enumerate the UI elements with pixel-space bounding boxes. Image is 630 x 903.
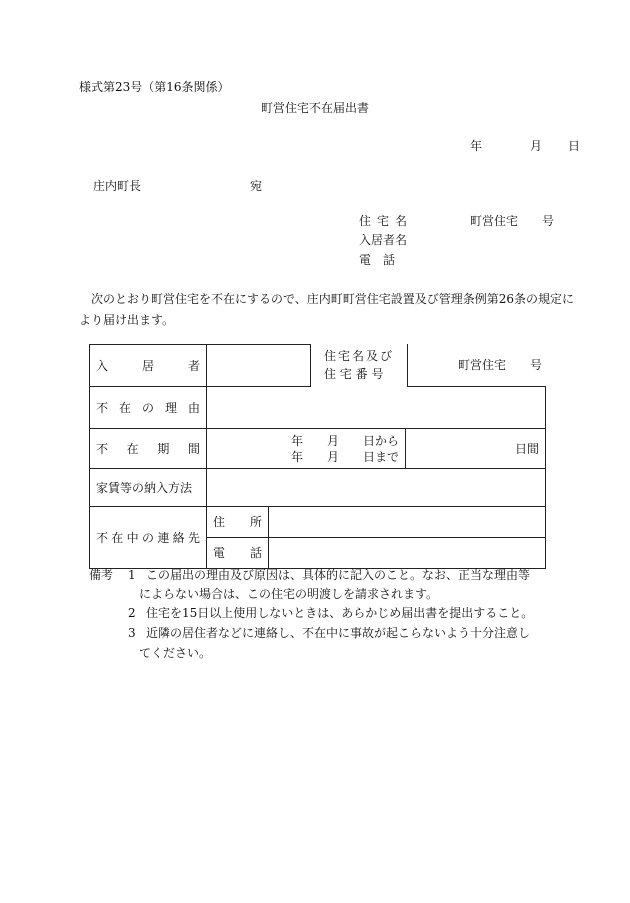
rent-label: 家賃等の納入方法	[96, 480, 193, 495]
row-rent	[90, 469, 546, 507]
note-1-line2: によらない場合は、この住宅の明渡しを請求されます。	[139, 587, 439, 601]
period-from: 年 月 日から	[291, 433, 400, 448]
date-day: 日	[568, 139, 581, 153]
notes-heading: 備考	[89, 568, 114, 582]
contact-address-input[interactable]	[269, 507, 546, 538]
period-days[interactable]: 日間	[406, 429, 546, 469]
house-name-label: 住 宅 名	[359, 214, 407, 228]
contact-address-label: 住 所	[213, 515, 262, 529]
row-period	[90, 429, 546, 469]
reason-label: 不 在 の 理 由	[96, 400, 200, 415]
contact-label: 不在中の連絡先	[96, 530, 200, 545]
row-contact-address	[90, 507, 546, 538]
rent-input[interactable]	[207, 469, 546, 507]
date-month: 月	[530, 139, 543, 153]
reason-label-cell	[90, 387, 207, 429]
note-2-line1: 住宅を15日以上使用しないときは、あらかじめ届出書を提出すること。	[146, 606, 534, 620]
contact-phone-label-cell	[207, 538, 269, 569]
date-line	[470, 138, 580, 154]
resident-label: 入 居 者	[96, 358, 200, 373]
date-year: 年	[470, 139, 483, 153]
document-title: 町営住宅不在届出書	[260, 101, 369, 115]
period-to: 年 月 日まで	[291, 449, 400, 464]
resident-label-cell	[90, 345, 207, 387]
house-number-label-line2: 住 宅 番 号	[324, 367, 384, 381]
body-text: 次のとおり町営住宅を不在にするので、庄内町町営住宅設置及び管理条例第26条の規定により届け出ます。	[79, 292, 575, 327]
note-3-line2: てください。	[139, 646, 212, 660]
house-number-label-cell	[310, 344, 408, 387]
house-number-value-cell[interactable]	[408, 345, 544, 386]
rent-label-cell	[90, 469, 207, 507]
addressee-suffix: 宛	[250, 179, 263, 193]
period-label: 不 在 期 間	[96, 441, 200, 456]
house-name-value: 町営住宅 号	[470, 214, 555, 228]
row-reason	[90, 387, 546, 429]
form-number: 様式第23号（第16条関係）	[79, 80, 230, 94]
addressee-name: 庄内町長	[93, 179, 142, 193]
house-number-label-line1: 住宅名及び	[324, 349, 395, 363]
addressee	[93, 178, 263, 194]
house-number-value: 町営住宅 号	[457, 358, 542, 372]
note-3-number: 3	[128, 626, 136, 640]
note-2-number: 2	[128, 606, 136, 620]
period-label-cell	[90, 429, 207, 469]
phone-label: 電 話	[359, 253, 396, 267]
resident-name-label: 入居者名	[359, 233, 408, 247]
period-dates[interactable]	[207, 429, 406, 469]
note-1-number: 1	[128, 568, 136, 582]
note-1-line1: この届出の理由及び原因は、具体的に記入のこと。なお、正当な理由等	[146, 568, 531, 582]
contact-phone-input[interactable]	[269, 538, 546, 569]
contact-phone-label: 電 話	[213, 546, 262, 560]
contact-label-cell	[90, 507, 207, 569]
note-3-line1: 近隣の居住者などに連絡し、不在中に事故が起こらないよう十分注意し	[146, 626, 531, 640]
contact-address-label-cell	[207, 507, 269, 538]
reason-input[interactable]	[207, 387, 546, 429]
